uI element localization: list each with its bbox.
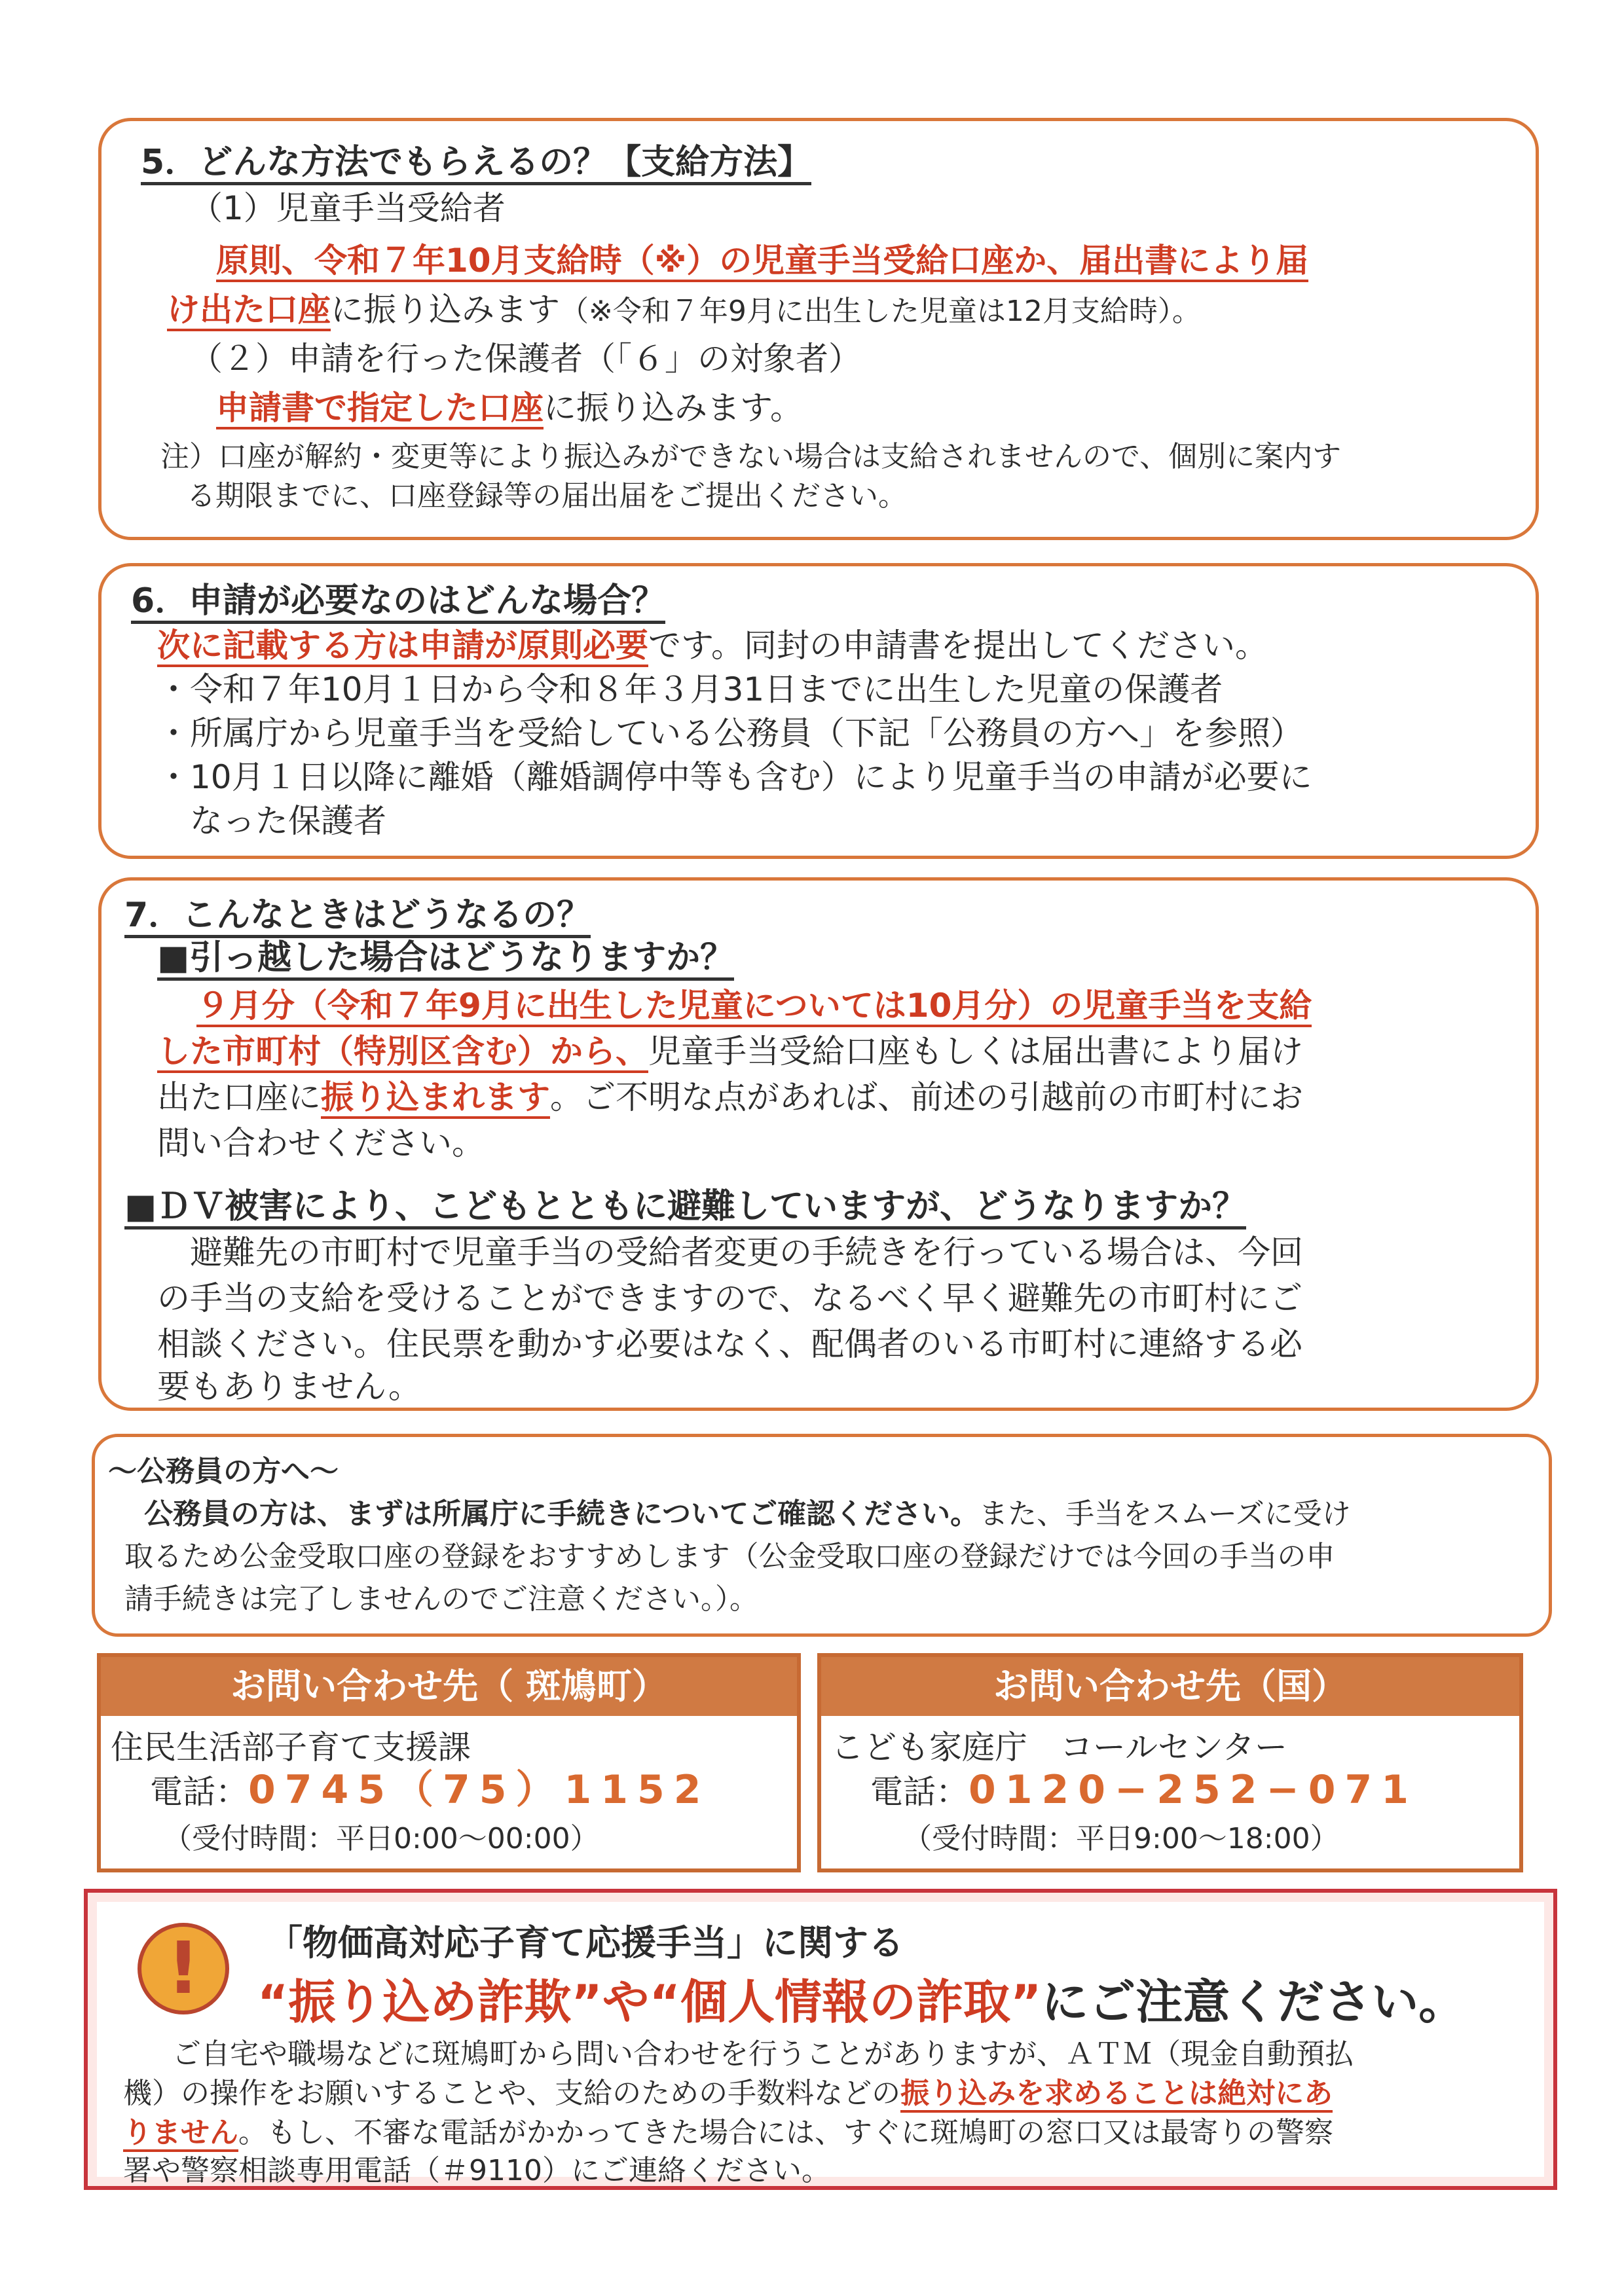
- s7-a2-line3: 相談ください。住民票を動かす必要はなく、配偶者のいる市町村に連絡する必: [157, 1325, 1302, 1363]
- s7-question1: ■引っ越した場合はどうなりますか？: [157, 938, 734, 981]
- contact-country-title: お問い合わせ先（国）: [821, 1657, 1519, 1716]
- s6-line1-red: 次に記載する方は申請が原則必要: [157, 627, 648, 667]
- section-5-heading: 5．どんな方法でもらえるの？【支給方法】: [141, 143, 811, 185]
- s6-line1-rest: です。同封の申請書を提出してください。: [648, 627, 1268, 665]
- section-6-box: [98, 563, 1539, 859]
- s5-line1: 原則、令和７年10月支給時（※）の児童手当受給口座か、届出書により届: [216, 242, 1308, 282]
- contact-country-hours: （受付時間：平日9:00～18:00）: [903, 1822, 1339, 1855]
- contact-town-hours: （受付時間：平日0:00～00:00）: [163, 1822, 599, 1855]
- contact-town-dept: 住民生活部子育て支援課: [111, 1728, 471, 1766]
- warning-para-line2-red: 振り込みを求めることは絶対にあ: [900, 2077, 1333, 2113]
- s5-line3-rest: に振り込みます。: [544, 389, 803, 427]
- fraud-warning-box: [84, 1889, 1557, 2190]
- contact-country-phone-label: 電話：: [870, 1773, 969, 1811]
- s7-a1-line2-rest: 児童手当受給口座もしくは届出書により届け: [648, 1032, 1303, 1070]
- s5-line2-rest: に振り込みます: [331, 291, 560, 329]
- s6-bullet3: ・10月１日以降に離婚（離婚調停中等も含む）により児童手当の申請が必要に: [157, 758, 1312, 796]
- warning-para-line4: 署や警察相談専用電話（＃9110）にご連絡ください。: [123, 2154, 830, 2187]
- section-7-heading: 7．こんなときはどうなるの？: [124, 896, 591, 938]
- warning-line1: 「物価高対応子育て応援手当」に関する: [267, 1922, 904, 1963]
- s7-a2-line1: 避難先の市町村で児童手当の受給者変更の手続きを行っている場合は、今回: [190, 1233, 1303, 1271]
- contact-town-title: お問い合わせ先（ 斑鳩町）: [101, 1657, 797, 1716]
- s5-note1: 注）口座が解約・変更等により振込みができない場合は支給されませんので、個別に案内す: [160, 440, 1342, 473]
- s7-a2-line2: の手当の支給を受けることができますので、なるべく早く避難先の市町村にご: [157, 1279, 1302, 1317]
- contact-country-box: [817, 1653, 1523, 1872]
- civil-servant-box: [92, 1434, 1552, 1637]
- s5-line2-note: （※令和７年9月に出生した児童は12月支給時）。: [560, 295, 1201, 328]
- s6-bullet2: ・所属庁から児童手当を受給している公務員（下記「公務員の方へ」を参照）: [157, 714, 1303, 752]
- s6-bullet3b: なった保護者: [190, 802, 386, 840]
- s7-a1-line3-a: 出た口座に: [157, 1078, 321, 1116]
- s7-a1-line2-red: した市町村（特別区含む）から、: [157, 1032, 648, 1073]
- warning-title-a: “振り込め詐欺”や“個人情報の詐取”: [257, 1975, 1042, 2030]
- civil-heading: ～公務員の方へ～: [108, 1455, 339, 1488]
- exclamation-icon: !: [138, 1923, 229, 2014]
- warning-para-line2-a: 機）の操作をお願いすることや、支給のための手数料などの: [123, 2077, 901, 2110]
- contact-country-dept: こども家庭庁 コールセンター: [831, 1728, 1287, 1766]
- contact-country-phone[interactable]: 0120−252−071: [969, 1767, 1418, 1813]
- contact-town-phone[interactable]: 0745（75）1152: [248, 1767, 710, 1813]
- s5-sub1: （1）児童手当受給者: [190, 189, 506, 227]
- warning-para-line3-red: りません: [123, 2116, 238, 2152]
- s5-note2: る期限までに、口座登録等の届出届をご提出ください。: [187, 479, 907, 513]
- section-6-heading: 6．申請が必要なのはどんな場合？: [131, 581, 665, 624]
- section-5-box: [98, 118, 1539, 540]
- section-7-box: [98, 877, 1539, 1411]
- warning-para-line1: ご自宅や職場などに斑鳩町から問い合わせを行うことがありますが、ＡＴＭ（現金自動預払: [172, 2037, 1354, 2071]
- s7-question2: ■ＤＶ被害により、こどもとともに避難していますが、どうなりますか？: [124, 1187, 1246, 1230]
- s6-bullet1: ・令和７年10月１日から令和８年３月31日までに出生した児童の保護者: [157, 670, 1223, 708]
- contact-town-box: [97, 1653, 801, 1872]
- civil-line2: 取るため公金受取口座の登録をおすすめします（公金受取口座の登録だけでは今回の手当の申: [124, 1540, 1335, 1573]
- civil-line1-rest: また、手当をスムーズに受け: [979, 1497, 1351, 1531]
- contact-town-phone-label: 電話：: [150, 1773, 248, 1811]
- warning-para-line3-rest: 。もし、不審な電話がかかってきた場合には、すぐに斑鳩町の窓口又は最寄りの警察: [238, 2116, 1333, 2149]
- civil-line1-bold: 公務員の方は、まずは所属庁に手続きについてご確認ください。: [144, 1497, 980, 1531]
- s7-a1-line1: ９月分（令和７年9月に出生した児童については10月分）の児童手当を支給: [196, 987, 1312, 1027]
- s7-a1-line3-rest: 。ご不明な点があれば、前述の引越前の市町村にお: [550, 1078, 1303, 1116]
- s7-a1-line3-red: 振り込まれます: [321, 1078, 550, 1119]
- s5-sub2: （２）申請を行った保護者（「６」の対象者）: [190, 340, 861, 378]
- s7-a2-line4: 要もありません。: [157, 1368, 421, 1406]
- s5-line2-red: け出た口座: [167, 291, 331, 331]
- warning-title-b: にご注意ください。: [1041, 1975, 1466, 2030]
- civil-line3: 請手続きは完了しませんのでご注意ください。）。: [124, 1582, 758, 1616]
- s7-a1-line4: 問い合わせください。: [157, 1124, 485, 1162]
- s5-line3-red: 申請書で指定した口座: [216, 389, 544, 429]
